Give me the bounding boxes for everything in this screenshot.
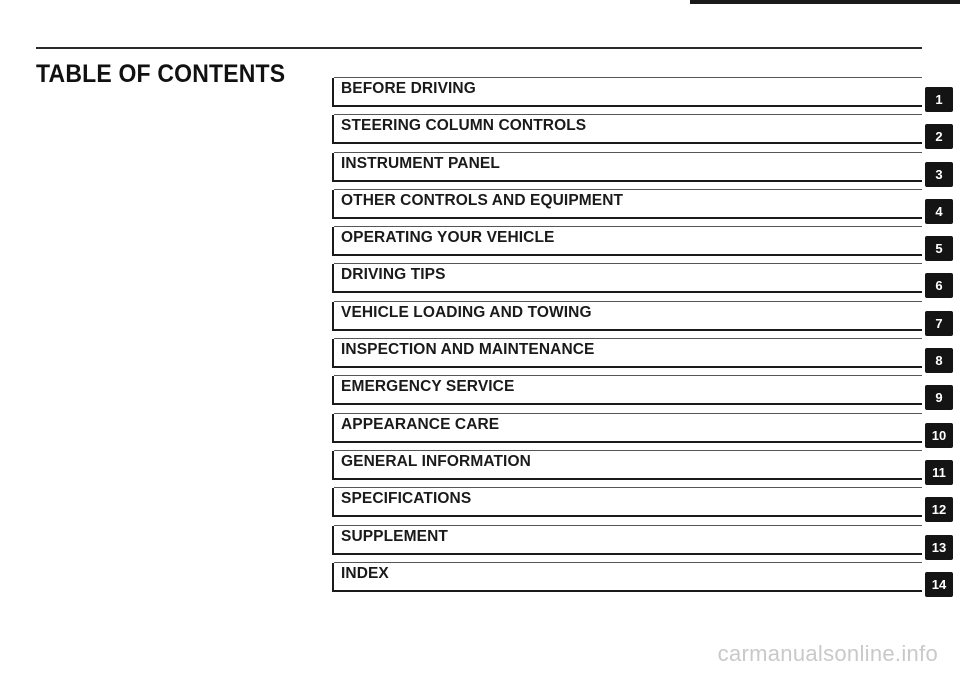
toc-item-appearance-care[interactable]	[332, 414, 960, 451]
toc-item-label: SUPPLEMENT	[341, 527, 448, 545]
toc-item-label: STEERING COLUMN CONTROLS	[341, 117, 587, 135]
section-tab-12[interactable]: 12	[925, 497, 953, 522]
section-tab-10[interactable]: 10	[925, 423, 953, 448]
toc-item-label: GENERAL INFORMATION	[341, 452, 531, 470]
toc-item-label: VEHICLE LOADING AND TOWING	[341, 303, 592, 321]
section-tab-2[interactable]: 2	[925, 124, 953, 149]
watermark-text: carmanualsonline.info	[717, 641, 938, 666]
toc-list	[332, 78, 960, 600]
toc-item-other-controls[interactable]	[332, 190, 960, 227]
section-tab-3[interactable]: 3	[925, 162, 953, 187]
toc-item-label: INSTRUMENT PANEL	[341, 154, 500, 172]
toc-item-label: APPEARANCE CARE	[341, 415, 500, 433]
section-tab-13[interactable]: 13	[925, 535, 953, 560]
toc-item-general-information[interactable]	[332, 451, 960, 488]
toc-item-frame	[332, 563, 922, 592]
toc-item-label: EMERGENCY SERVICE	[341, 378, 515, 396]
toc-item-index[interactable]	[332, 563, 960, 600]
section-tab-11[interactable]: 11	[925, 460, 953, 485]
toc-item-vehicle-loading[interactable]	[332, 302, 960, 339]
toc-item-label: INDEX	[341, 564, 389, 582]
section-tab-6[interactable]: 6	[925, 273, 953, 298]
section-tab-1[interactable]: 1	[925, 87, 953, 112]
section-tab-9[interactable]: 9	[925, 385, 953, 410]
toc-item-driving-tips[interactable]	[332, 264, 960, 301]
section-tab-4[interactable]: 4	[925, 199, 953, 224]
section-tab-14[interactable]: 14	[925, 572, 953, 597]
toc-item-label: BEFORE DRIVING	[341, 80, 476, 97]
toc-item-instrument-panel[interactable]	[332, 153, 960, 190]
section-tab-8[interactable]: 8	[925, 348, 953, 373]
toc-item-inspection-maintenance[interactable]	[332, 339, 960, 376]
toc-item-label: DRIVING TIPS	[341, 266, 446, 284]
toc-item-before-driving[interactable]	[332, 78, 960, 115]
toc-item-label: OTHER CONTROLS AND EQUIPMENT	[341, 191, 624, 209]
section-tab-7[interactable]: 7	[925, 311, 953, 336]
toc-item-label: OPERATING YOUR VEHICLE	[341, 229, 555, 247]
toc-item-operating-your-vehicle[interactable]	[332, 227, 960, 264]
toc-item-specifications[interactable]	[332, 488, 960, 525]
toc-item-steering-column-controls[interactable]	[332, 115, 960, 152]
toc-item-supplement[interactable]	[332, 526, 960, 563]
page-corner-mark	[690, 0, 960, 4]
toc-item-label: SPECIFICATIONS	[341, 490, 472, 508]
header-rule	[36, 47, 922, 49]
toc-item-label: INSPECTION AND MAINTENANCE	[341, 341, 595, 359]
section-tab-5[interactable]: 5	[925, 236, 953, 261]
toc-item-emergency-service[interactable]	[332, 376, 960, 413]
page-title: TABLE OF CONTENTS	[36, 60, 286, 88]
